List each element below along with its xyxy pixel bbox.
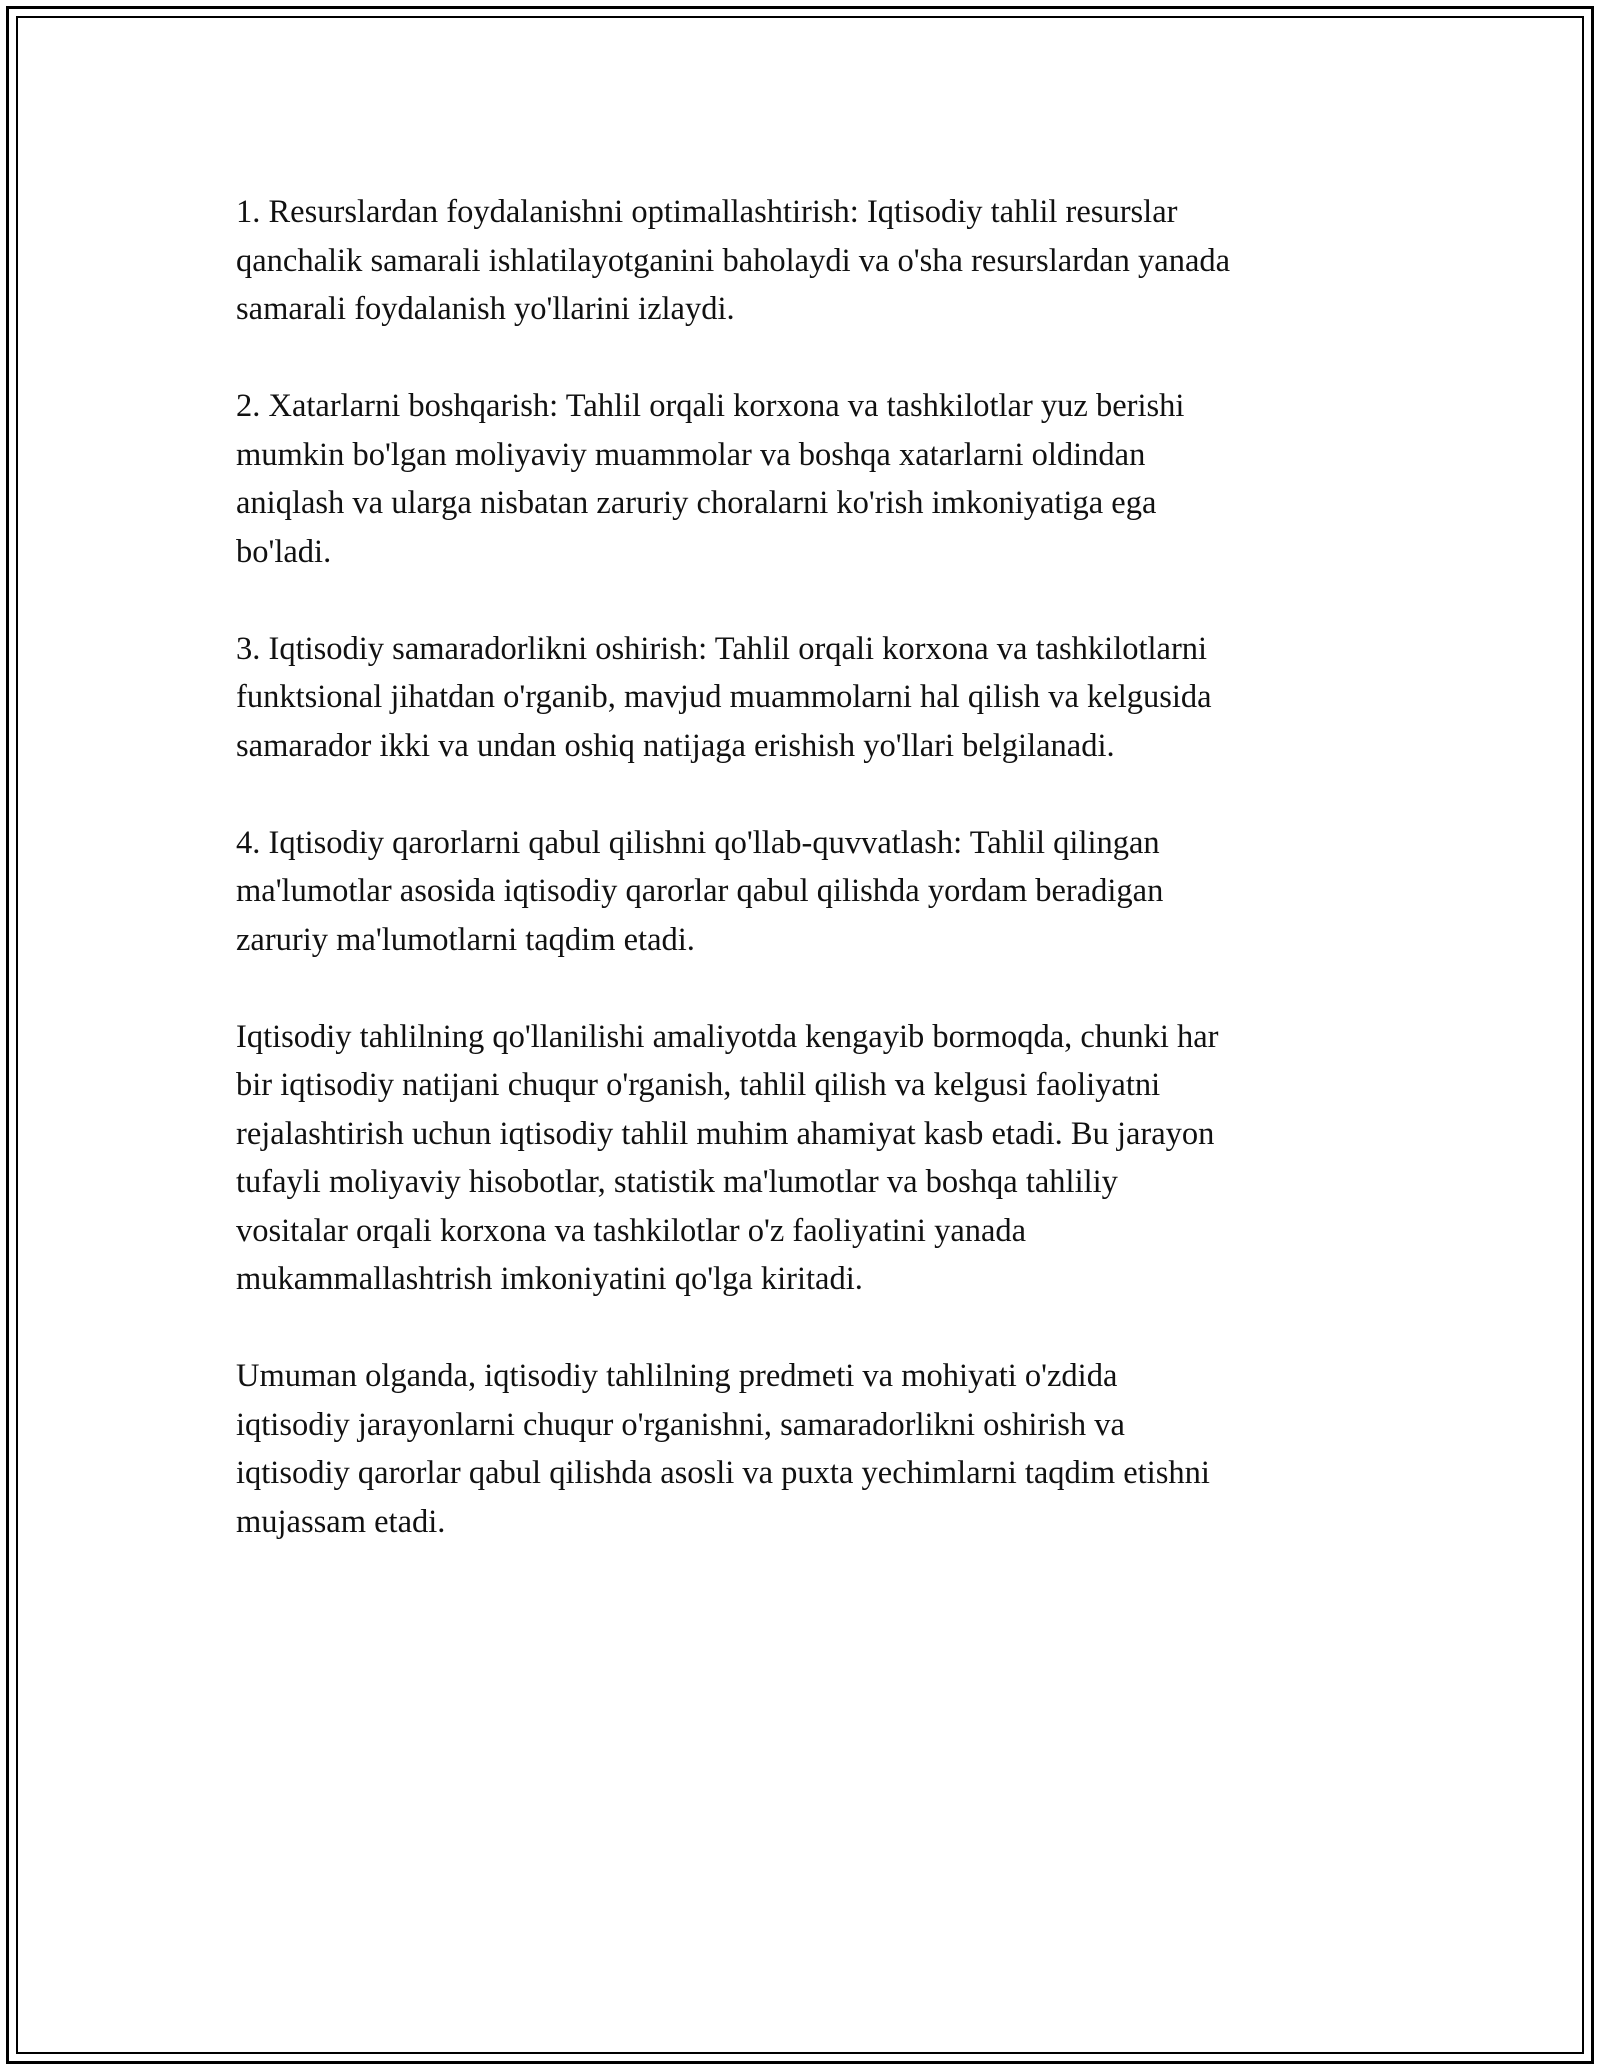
paragraph-risk-management: 2. Xatarlarni boshqarish: Tahlil orqali korxona va tashkilotlar yuz berishi mumkin bo'lgan moliyaviy muammolar va boshqa xatarlarni oldindan aniqlash va ularga nisbatan zaruriy choralarni ko'rish imkoniyatiga ega bo'ladi. xyxy=(236,388,1185,570)
document-body xyxy=(236,188,1364,1595)
paragraph-application-practice: Iqtisodiy tahlilning qo'llanilishi amaliyotda kengayib bormoqda, chunki har bir iqtisodiy natijani chuqur o'rganish, tahlil qilish va kelgusi faoliyatni rejalashtirish uchun iqtisodiy tahlil muhim ahamiyat kasb etadi. Bu jarayon tufayli moliyaviy hisobotlar, statistik ma'lumotlar va boshqa tahliliy vositalar orqali korxona va tashkilotlar o'z faoliyatini yanada mukammallashtrish imkoniyatini qo'lga kiritadi. xyxy=(236,1018,1219,1297)
paragraph-decision-support: 4. Iqtisodiy qarorlarni qabul qilishni qo'llab-quvvatlash: Tahlil qilingan ma'lumotlar asosida iqtisodiy qarorlar qabul qilishda yordam beradigan zaruriy ma'lumotlarni taqdim etadi. xyxy=(236,824,1164,958)
paragraph-resource-optimization: 1. Resurslardan foydalanishni optimallashtirish: Iqtisodiy tahlil resurslar qanchalik samarali ishlatilayotganini baholaydi va o'sha resurslardan yanada samarali foydalanish yo'llarini izlaydi. xyxy=(236,194,1231,327)
paragraph-conclusion: Umuman olganda, iqtisodiy tahlilning predmeti va mohiyati o'zdida iqtisodiy jarayonlarni chuqur o'rganishni, samaradorlikni oshirish va iqtisodiy qarorlar qabul qilishda asosli va puxta yechimlarni taqdim etishni mujassam etadi. xyxy=(236,1358,1210,1540)
paragraph-efficiency-improvement: 3. Iqtisodiy samaradorlikni oshirish: Tahlil orqali korxona va tashkilotlarni funktsional jihatdan o'rganib, mavjud muammolarni hal qilish va kelgusida samarador ikki va undan oshiq natijaga erishish yo'llari belgilanadi. xyxy=(236,630,1212,764)
